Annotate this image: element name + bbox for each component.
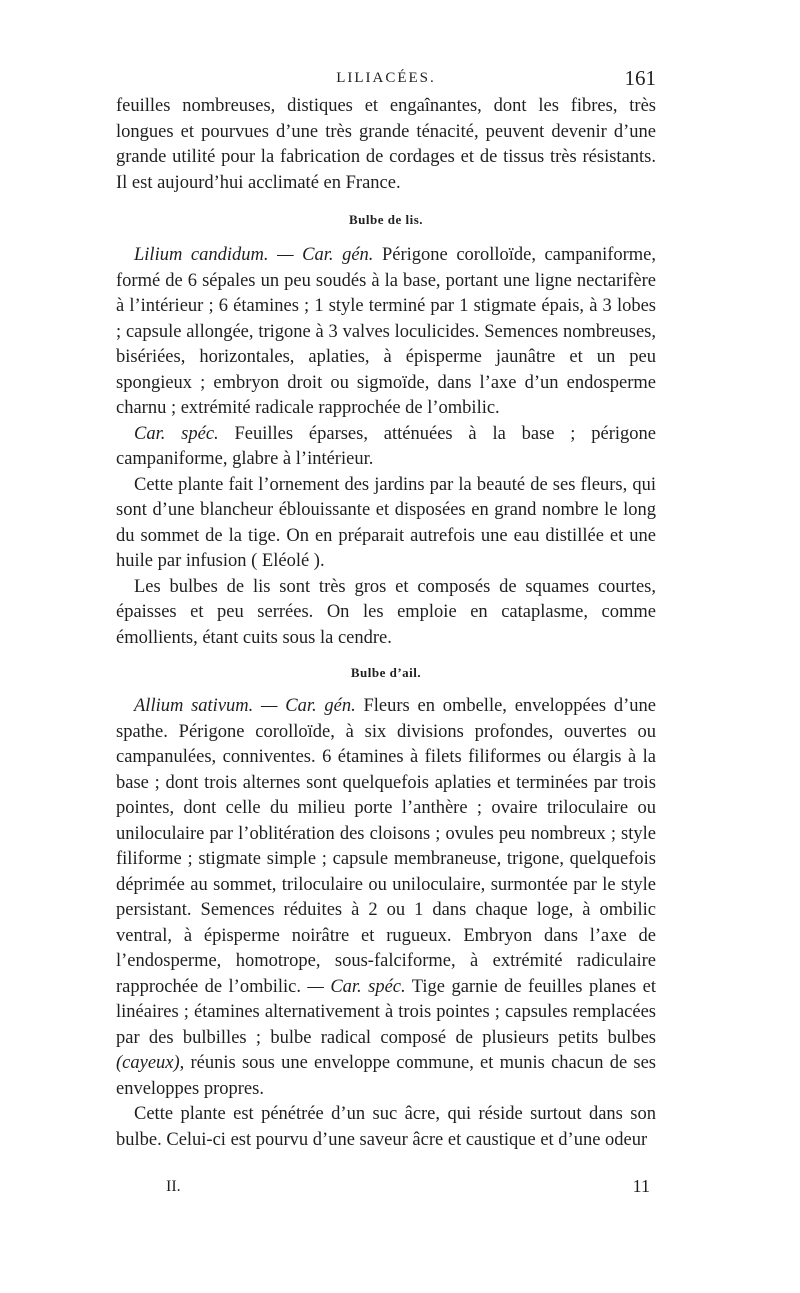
label-car-gen: — Car. gén. — [277, 245, 374, 265]
paragraph-allium-properties: Cette plante est pénétrée d’un suc âcre, qui réside surtout dans son bulbe. Celui-ci est pourvu d’une saveur âcre et caustique et d’une odeur — [116, 1104, 656, 1150]
allium-generic-text: Fleurs en ombelle, enveloppées d’une spathe. Périgone corolloïde, à six divisions profondes, ouvertes ou campanulées, conniventes. 6 étamines à filets filiformes ou élargis à la base ; dont trois alternes sont quelquefois aplaties et terminées par trois pointes, dont celle du milieu porte l’anthère ; ovaire triloculaire ou uniloculaire par l’oblitération des cloisons ; ovules peu nombreux ; style filiforme ; stigmate simple ; capsule membraneuse, trigone, quelquefois déprimée au sommet, triloculaire ou uniloculaire, surmontée par le style persistant. Semences réduites à 2 ou 1 dans chaque loge, à ombilic ventral, à épisperme noirâtre et rugueux. Embryon dans l’axe de l’endosperme, homotrope, sous-falciforme, à extrémité radiculaire rapprochée de l’ombilic. — [116, 696, 657, 997]
paragraph-lilium-bulbs: Les bulbes de lis sont très gros et composés de squames courtes, épaisses et peu serrées. On les emploie en cataplasme, comme émollients, étant cuits sous la cendre. — [116, 576, 656, 648]
section-heading-lis: Bulbe de lis. — [348, 212, 424, 227]
paragraph-allium — [116, 694, 656, 1102]
lilium-specific-text: Feuilles éparses, atténuées à la base ; périgone campaniforme, glabre à l’intérieur. — [116, 423, 656, 469]
term-cayeux: (cayeux) — [116, 1053, 180, 1073]
paragraph-continuation: feuilles nombreuses, distiques et engaînantes, dont les fibres, très longues et pourvues d’une très grande ténacité, peuvent devenir d’une grande utilité pour la fabrication de cordages et de tissus très résistants. Il est aujourd’hui acclimaté en France. — [116, 96, 656, 193]
section-heading-ail: Bulbe d’ail. — [350, 665, 422, 680]
allium-specific-text: Tige garnie de feuilles planes et linéaires ; étamines alternativement à trois pointes ; capsules remplacées par des bulbilles ; bulbe radical composé de plusieurs petits bulbes — [116, 976, 656, 1048]
paragraph-lilium-use: Cette plante fait l’ornement des jardins par la beauté de ses fleurs, qui sont d’une blancheur éblouissante et disposées en grand nombre le long du sommet de la tige. On en préparait autrefois une eau distillée et une huile par infusion ( Eléolé ). — [116, 474, 656, 571]
running-title: LILIACÉES. — [336, 70, 436, 86]
paragraph-lilium-generic — [116, 243, 656, 422]
label-car-spec: Car. spéc. — [134, 423, 219, 444]
species-name-allium: Allium sativum. — [134, 696, 254, 716]
page-header — [116, 66, 656, 90]
label-car-spec-2: — Car. spéc. — [307, 976, 406, 997]
page-number: 161 — [624, 66, 656, 90]
label-car-gen-2: — Car. gén. — [253, 696, 356, 716]
signature-gathering: 11 — [632, 1176, 650, 1196]
lilium-generic-text: Périgone corolloïde, campaniforme, formé de 6 sépales un peu soudés à la base, portant une ligne nectarifère à l’intérieur ; 6 étamines ; 1 style terminé par 1 stigmate épais, à 3 lobes ; capsule allongée, trigone à 3 valves loculicides. Semences nombreuses, bisériées, horizontales, aplaties, à épisperme jaunâtre et un peu spongieux ; embryon droit ou sigmoïde, dans l’axe d’un endosperme charnu ; extrémité radicale rapprochée de l’ombilic. — [116, 245, 657, 418]
signature-volume: II. — [166, 1178, 181, 1195]
species-name-lilium: Lilium candidum. — [134, 245, 269, 265]
page-body — [116, 94, 656, 1153]
allium-specific-end: , réunis sous une enveloppe commune, et munis chacun de ses enveloppes propres. — [116, 1053, 656, 1099]
paragraph-lilium-specific — [116, 422, 656, 473]
page-footer — [160, 1176, 656, 1204]
